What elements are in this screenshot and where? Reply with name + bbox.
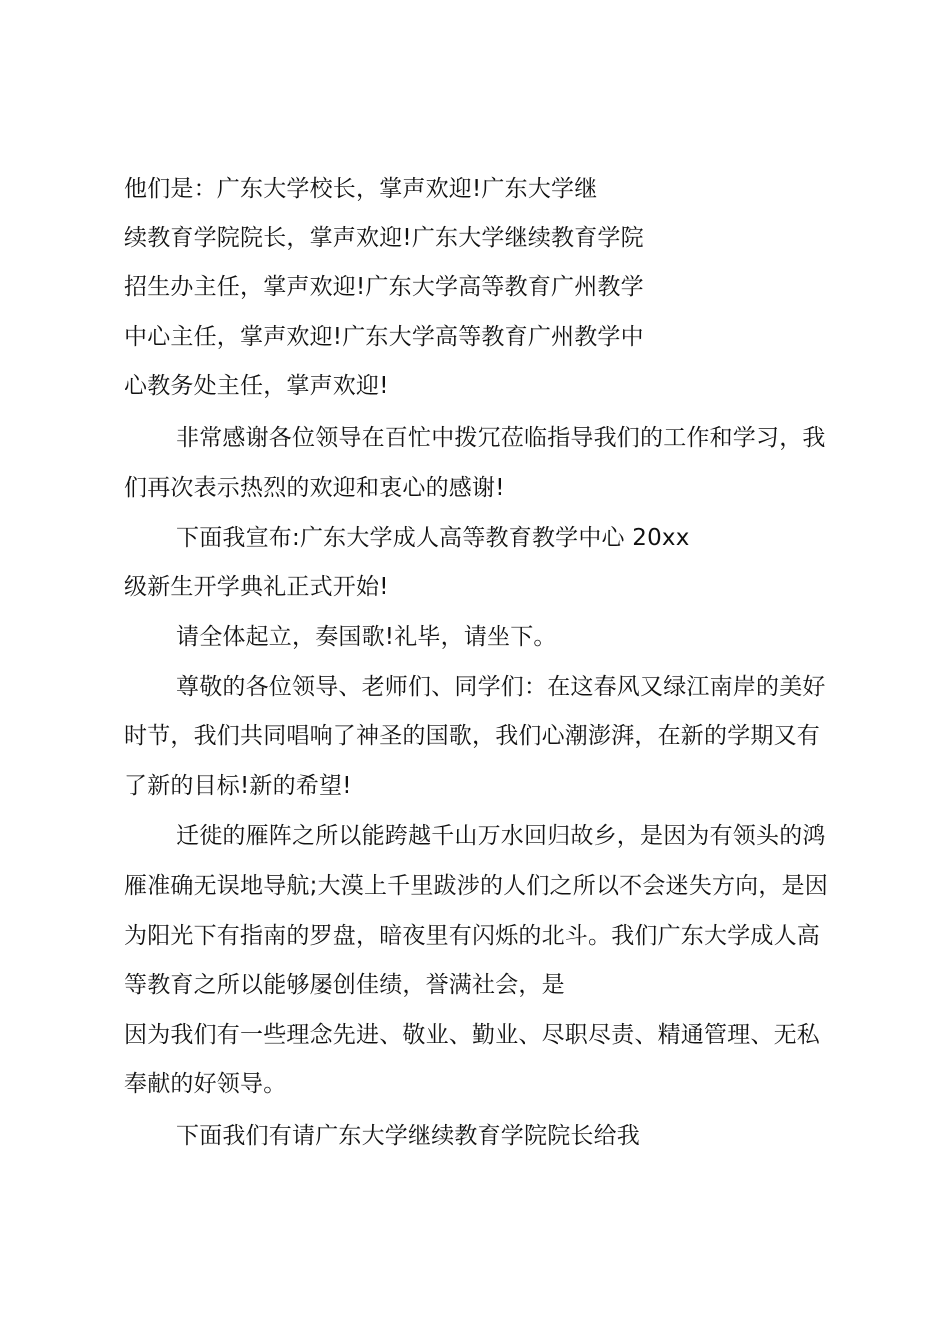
text-line: 心教务处主任，掌声欢迎! — [124, 373, 389, 399]
paragraph-line: 下面我们有请广东大学继续教育学院院长给我 — [176, 1123, 640, 1149]
text-line: 时节，我们共同唱响了神圣的国歌，我们心潮澎湃，在新的学期又有 — [124, 723, 820, 749]
text-line: 级新生开学典礼正式开始! — [124, 574, 389, 600]
paragraph-line: 迁徙的雁阵之所以能跨越千山万水回归故乡，是因为有领头的鸿 — [176, 823, 826, 849]
paragraph-line: 下面我宣布:广东大学成人高等教育教学中心 20xx — [176, 525, 690, 551]
text-line: 雁准确无误地导航;大漠上千里跋涉的人们之所以不会迷失方向，是因 — [124, 873, 828, 899]
text-line: 等教育之所以能够屡创佳绩，誉满社会，是 — [124, 972, 565, 998]
text-line: 了新的目标!新的希望! — [124, 773, 352, 799]
paragraph-line: 尊敬的各位领导、老师们、同学们：在这春风又绿江南岸的美好 — [176, 674, 826, 700]
text-line: 招生办主任，掌声欢迎!广东大学高等教育广州教学 — [124, 274, 644, 300]
paragraph-line: 非常感谢各位领导在百忙中拨冗莅临指导我们的工作和学习，我 — [176, 425, 826, 451]
text-line: 因为我们有一些理念先进、敬业、勤业、尽职尽责、精通管理、无私 — [124, 1022, 820, 1048]
text-line: 们再次表示热烈的欢迎和衷心的感谢! — [124, 475, 505, 501]
text-line: 中心主任，掌声欢迎!广东大学高等教育广州教学中 — [124, 324, 644, 350]
text-line: 奉献的好领导。 — [124, 1071, 287, 1097]
text-line: 续教育学院院长，掌声欢迎!广东大学继续教育学院 — [124, 225, 644, 251]
text-line: 他们是：广东大学校长，掌声欢迎!广东大学继 — [124, 176, 598, 202]
text-line: 为阳光下有指南的罗盘，暗夜里有闪烁的北斗。我们广东大学成人高 — [124, 923, 820, 949]
paragraph-line: 请全体起立，奏国歌!礼毕，请坐下。 — [176, 624, 557, 650]
